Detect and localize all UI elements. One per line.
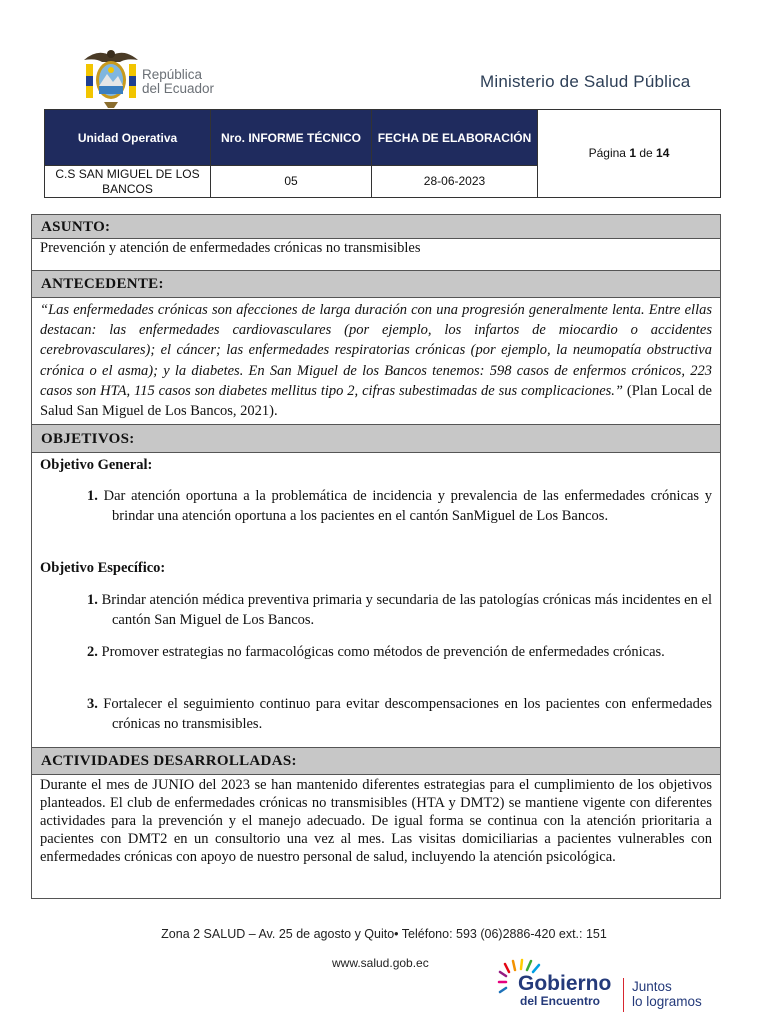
logo-line-1: República <box>142 67 203 82</box>
pagina-cell <box>538 110 721 198</box>
fecha-value: 28-06-2023 <box>372 166 538 198</box>
objetivo-especifico-title: Objetivo Específico: <box>40 560 166 576</box>
antecedente-text <box>40 300 712 421</box>
unidad-line-2: BANCOS <box>102 181 153 196</box>
item-number: 2. <box>87 644 98 660</box>
unidad-value <box>45 166 211 198</box>
logo-divider <box>623 978 624 1012</box>
item-text: Promover estrategias no farmacológicas como métodos de prevención de enfermedades crónicas. <box>101 644 665 660</box>
col-header-unidad: Unidad Operativa <box>45 110 211 166</box>
ministerio-title: Ministerio de Salud Pública <box>480 72 691 91</box>
del-encuentro-logo-text: del Encuentro <box>520 994 601 1008</box>
footer-address: Zona 2 SALUD – Av. 25 de agosto y Quito• Teléfono: 593 (06)2886-420 ext.: 151 <box>161 927 607 941</box>
col-header-nro-informe: Nro. INFORME TÉCNICO <box>211 110 372 166</box>
numero-value: 05 <box>211 166 372 198</box>
juntos-lo-logramos <box>632 979 702 1009</box>
report-body <box>31 214 721 899</box>
item-text: Brindar atención médica preventiva primaria y secundaria de las patologías crónicas más incidentes en el cantón San Miguel de Los Bancos. <box>101 592 712 628</box>
ecuador-coat-of-arms-icon <box>80 46 142 110</box>
logo-line-2: del Ecuador <box>142 81 215 96</box>
item-number: 1. <box>87 488 98 504</box>
objetivo-especifico-item <box>87 694 712 734</box>
pagina-de: de <box>639 146 653 160</box>
asunto-heading: ASUNTO: <box>32 214 720 239</box>
objetivos-heading: OBJETIVOS: <box>32 424 720 453</box>
objetivo-general-title: Objetivo General: <box>40 457 153 473</box>
republica-del-ecuador-logo-text <box>142 68 214 96</box>
item-number: 1. <box>87 592 98 608</box>
pagina-label: Página <box>588 146 626 160</box>
col-header-fecha: FECHA DE ELABORACIÓN <box>372 110 538 166</box>
juntos-text: Juntos <box>632 979 672 994</box>
objetivo-especifico-item <box>87 590 712 630</box>
pagina-total: 14 <box>656 146 670 160</box>
item-number: 3. <box>87 696 98 712</box>
lo-logramos-text: lo logramos <box>632 994 702 1009</box>
info-table <box>44 109 721 198</box>
objetivo-general-item <box>87 486 712 526</box>
antecedente-quote: “Las enfermedades crónicas son afecciones de larga duración con una progresión generalmente lenta. Entre ellas destacan: las enfermedades cardiovasculares (por ejemplo, los infartos de miocardio o accidentes cerebrovasculares); el cáncer; las enfermedades respiratorias crónicas (por ejemplo, la neumopatía obstructiva crónica o el asma); y la diabetes. En San Miguel de los Bancos tenemos: 598 casos de enfermos crónicos, 223 casos son HTA, 115 casos son diabetes mellitus tipo 2, cifras subestimadas de sus complicaciones.” <box>40 302 712 399</box>
item-text: Dar atención oportuna a la problemática de incidencia y prevalencia de las enfermedades crónicas y brindar una atención oportuna a los pacientes en el cantón SanMiguel de Los Bancos. <box>103 488 712 524</box>
unidad-line-1: C.S SAN MIGUEL DE LOS <box>55 166 200 181</box>
footer-website[interactable]: www.salud.gob.ec <box>332 956 429 970</box>
gobierno-logo-text: Gobierno <box>518 972 612 995</box>
antecedente-cite: (Plan Local de Salud San Miguel de Los Bancos, 2021). <box>40 382 712 420</box>
antecedente-heading: ANTECEDENTE: <box>32 270 720 298</box>
actividades-text: Durante el mes de JUNIO del 2023 se han mantenido diferentes estrategias para el cumplimiento de los objetivos planteados. El club de enfermedades crónicas no transmisibles (HTA y DMT2) se mantiene vigente con diferentes actividades para la prevención y el manejo adecuado. De igual forma se continua con la atención prioritaria a pacientes con DMT2 en un consultorio una vez al mes. Las visitas domiciliarias a pacientes vulnerables con enfermedades crónicas con apoyo de nuestro personal de salud, incluyendo la atención psicológica. <box>40 777 712 865</box>
objetivo-especifico-item <box>87 642 712 662</box>
item-text: Fortalecer el seguimiento continuo para evitar descompensaciones en los pacientes con enfermedades crónicas no transmisibles. <box>103 696 712 732</box>
actividades-heading: ACTIVIDADES DESARROLLADAS: <box>32 747 720 775</box>
asunto-text: Prevención y atención de enfermedades crónicas no transmisibles <box>40 240 421 256</box>
pagina-actual: 1 <box>629 146 636 160</box>
